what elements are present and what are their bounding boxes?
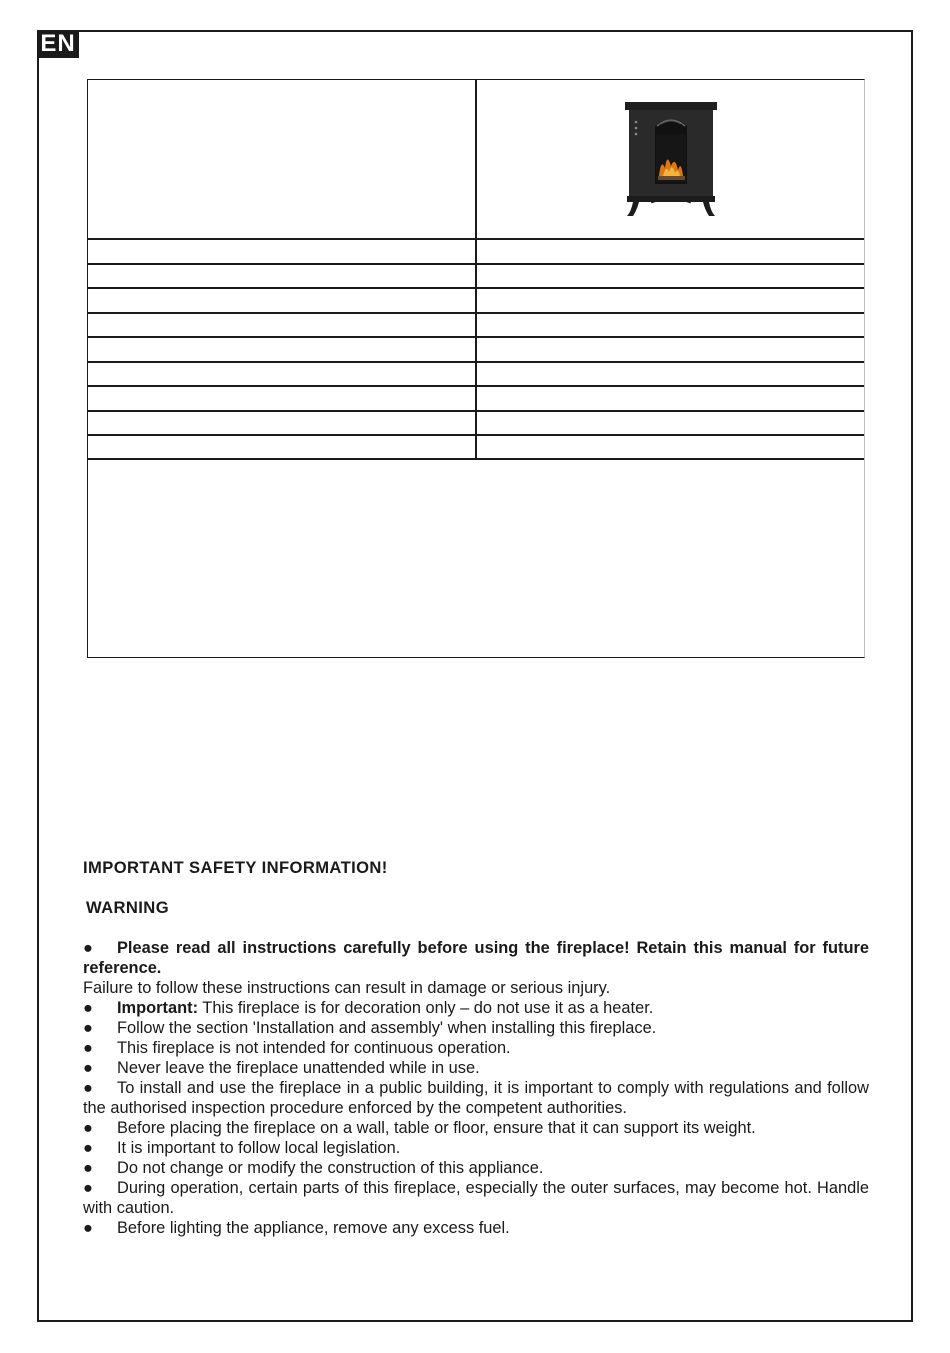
warning-heading: WARNING: [86, 898, 169, 917]
spec-table: [87, 79, 865, 658]
bullet-item: ● Important: This fireplace is for decoration only – do not use it as a heater.: [83, 999, 654, 1017]
bullet-icon: ●: [83, 1119, 93, 1137]
bullet-icon: ●: [83, 1179, 93, 1197]
bullet-icon: ●: [83, 1039, 93, 1057]
paragraph: Failure to follow these instructions can result in damage or serious injury.: [83, 979, 611, 997]
bullet-icon: ●: [83, 939, 93, 957]
table-row-line: [88, 458, 864, 460]
bullet-item: ● During operation, certain parts of this fireplace, especially the outer surfaces, may become hot. Handle with caution.: [83, 1179, 869, 1217]
table-row-line: [88, 410, 864, 412]
table-row-line: [88, 312, 864, 314]
table-row-line: [88, 238, 864, 240]
safety-title: IMPORTANT SAFETY INFORMATION!: [83, 858, 388, 877]
bullet-item: ● Do not change or modify the construction of this appliance.: [83, 1159, 544, 1177]
bullet-icon: ●: [83, 999, 93, 1017]
safety-section: [83, 858, 869, 1238]
table-row-line: [88, 434, 864, 436]
bullet-icon: ●: [83, 1219, 93, 1237]
bullet-item: ● To install and use the fireplace in a public building, it is important to comply with regulations and follow the authorised inspection procedure enforced by the competent authorities.: [83, 1079, 869, 1117]
bullet-icon: ●: [83, 1139, 93, 1157]
table-row-line: [88, 361, 864, 363]
bullet-icon: ●: [83, 1059, 93, 1077]
table-row-line: [88, 263, 864, 265]
bullet-item: ● It is important to follow local legislation.: [83, 1139, 401, 1157]
table-row-line: [88, 287, 864, 289]
bullet-icon: ●: [83, 1159, 93, 1177]
bullet-item: ● Before lighting the appliance, remove any excess fuel.: [83, 1219, 510, 1237]
bullet-item: ● Follow the section 'Installation and assembly' when installing this fireplace.: [83, 1019, 657, 1037]
table-row-line: [88, 336, 864, 338]
table-row-line: [88, 385, 864, 387]
bullet-icon: ●: [83, 1079, 93, 1097]
bullet-item: ● This fireplace is not intended for continuous operation.: [83, 1039, 511, 1057]
bullet-item: ● Please read all instructions carefully before using the fireplace! Retain this manual for future reference.: [83, 939, 869, 977]
product-image: [623, 102, 719, 218]
bullet-icon: ●: [83, 1019, 93, 1037]
bullet-item: ● Never leave the fireplace unattended while in use.: [83, 1059, 480, 1077]
bullet-item: ● Before placing the fireplace on a wall, table or floor, ensure that it can support its weight.: [83, 1119, 756, 1137]
product-image-cell: [477, 80, 865, 239]
language-tag: EN: [37, 30, 79, 58]
